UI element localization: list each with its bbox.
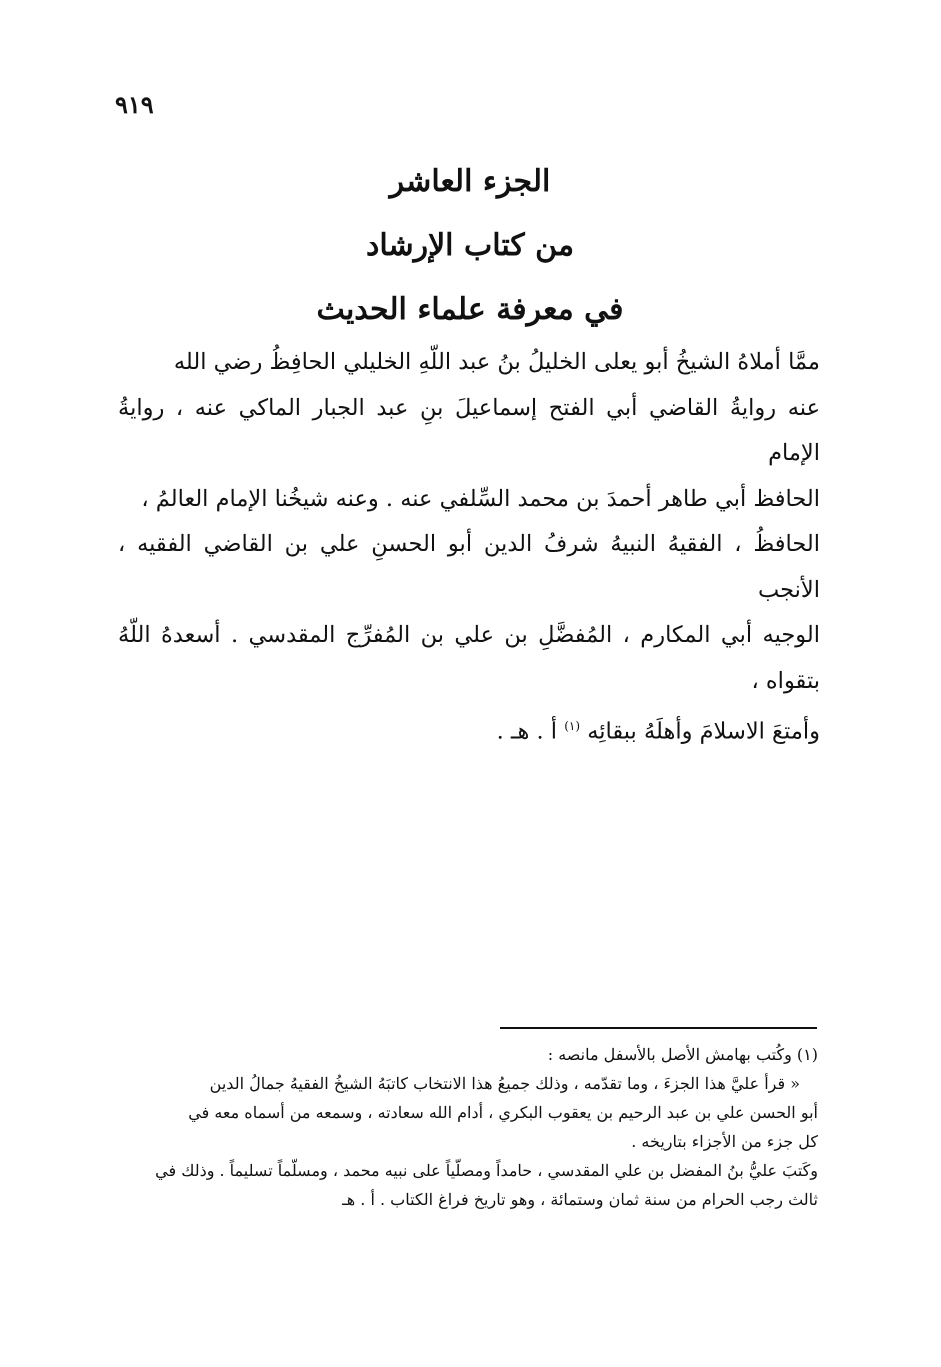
- footnotes-block: [118, 1040, 818, 1214]
- footnote-line: « قرأ عليَّ هذا الجزءَ ، وما تقدّمه ، وذلك جميعُ هذا الانتخاب كاتبَهُ الشيخُ الفقيهُ جمالُ الدين: [209, 1074, 800, 1093]
- body-paragraph: [118, 340, 820, 755]
- footnote-line: ثالث رجب الحرام من سنة ثمان وستمائة ، وهو تاريخ فراغ الكتاب . أ . هـ: [342, 1190, 818, 1209]
- footnote-line: كل جزء من الأجزاء بتاريخه .: [631, 1132, 818, 1151]
- title-subject: في معرفة علماء الحديث: [316, 292, 624, 327]
- footnote-line: وكَتبَ عليُّ بنُ المفضل بن علي المقدسي ، حامداً ومصلّياً على نبيه محمد ، ومسلّماً تسليماً . وذلك في: [155, 1161, 818, 1180]
- body-line: الحافظُ ، الفقيهُ النبيهُ شرفُ الدين أبو الحسنِ علي بن القاضي الفقيه ، الأنجب: [118, 531, 820, 603]
- body-last-line: [118, 704, 820, 755]
- title-book: من كتاب الإرشاد: [365, 228, 575, 263]
- body-last-line-text: وأمتعَ الاسلامَ وأهلَهُ ببقائِه: [587, 718, 820, 745]
- title-part: الجزء العاشر: [389, 164, 551, 199]
- footnote-line: أبو الحسن علي بن عبد الرحيم بن يعقوب البكري ، أدام الله سعادته ، وسمعه من أسماه معه في: [188, 1103, 818, 1122]
- footnote-divider: [500, 1027, 817, 1029]
- footnote-marker[interactable]: (١): [564, 719, 581, 733]
- title-block: [120, 150, 820, 342]
- footnote-intro: (١) وكُتب بهامش الأصل بالأسفل مانصه :: [547, 1045, 818, 1064]
- body-line: ممَّا أملاهُ الشيخُ أبو يعلى الخليلُ بنُ عبد اللّهِ الخليلي الحافِظُ رضي الله: [173, 349, 820, 375]
- body-last-line-end: أ . هـ .: [496, 718, 558, 745]
- page-number: ٩١٩: [115, 90, 154, 119]
- body-line: عنه روايةُ القاضي أبي الفتح إسماعيلَ بنِ عبد الجبار الماكي عنه ، روايةُ الإمام: [118, 394, 820, 466]
- body-line: الحافظ أبي طاهر أحمدَ بن محمد السِّلفي عنه . وعنه شيخُنا الإمام العالمُ ،: [141, 485, 820, 512]
- body-line: الوجيه أبي المكارم ، المُفضَّلِ بن علي بن المُفرِّج المقدسي . أسعدهُ اللّهُ بتقواه ،: [118, 622, 820, 694]
